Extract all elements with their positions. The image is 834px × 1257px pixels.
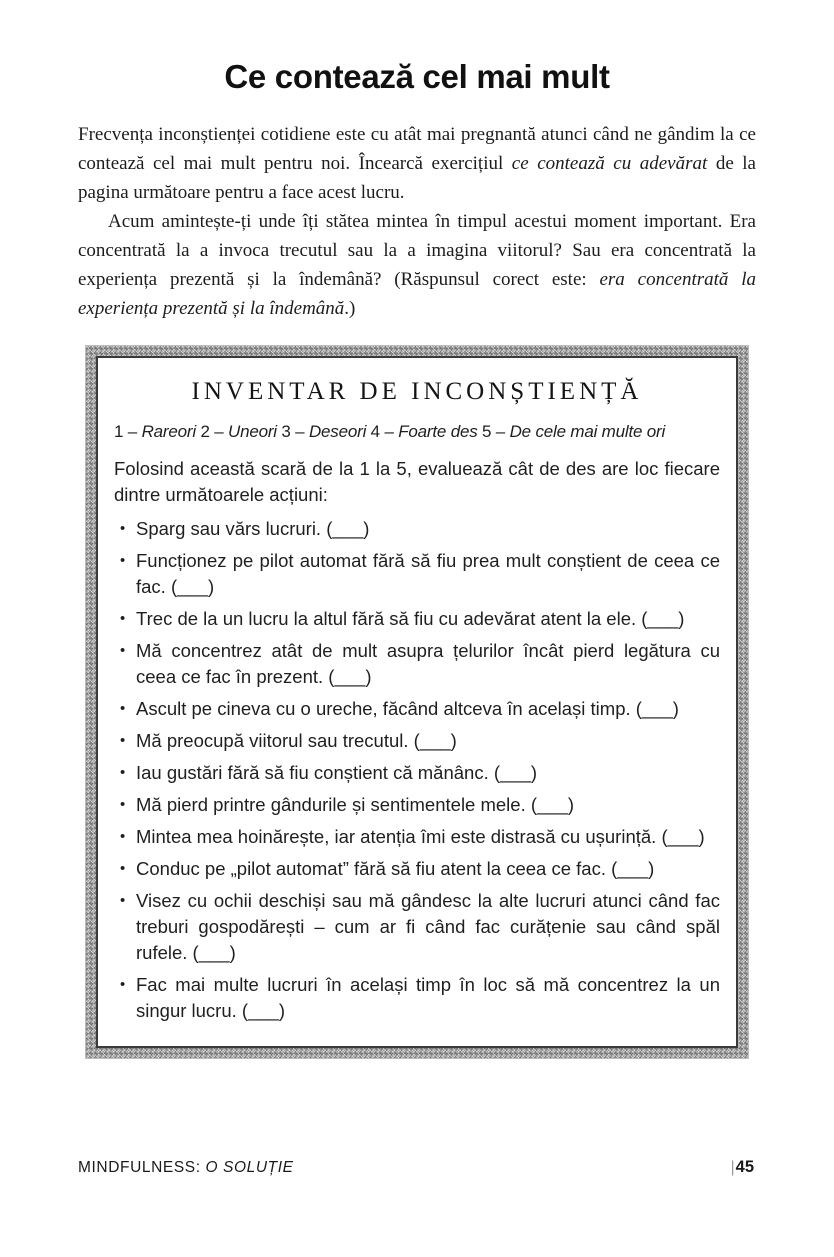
item-text: Funcționez pe pilot automat fără să fiu prea mult conștient de ceea ce fac. (___) bbox=[136, 550, 720, 597]
item-text: Conduc pe „pilot automat” fără să fiu atent la ceea ce fac. (___) bbox=[136, 858, 655, 879]
page-number-separator: | bbox=[730, 1159, 735, 1176]
list-item bbox=[114, 638, 720, 690]
item-text: Ascult pe cineva cu o ureche, făcând altceva în același timp. (___) bbox=[136, 698, 679, 719]
list-item bbox=[114, 792, 720, 818]
bullet-icon: • bbox=[120, 611, 126, 627]
bullet-icon: • bbox=[120, 701, 126, 717]
bullet-icon: • bbox=[120, 521, 126, 537]
list-item bbox=[114, 856, 720, 882]
list-item bbox=[114, 972, 720, 1024]
page-title: Ce contează cel mai mult bbox=[224, 58, 610, 95]
footer bbox=[78, 1158, 754, 1177]
inventory-box-title: INVENTAR DE INCONȘTIENȚĂ bbox=[191, 378, 643, 405]
item-text: Trec de la un lucru la altul fără să fiu cu adevărat atent la ele. (___) bbox=[136, 608, 685, 629]
inventory-list bbox=[114, 516, 720, 1024]
bullet-icon: • bbox=[120, 733, 126, 749]
list-item bbox=[114, 728, 720, 754]
scale-instruction: Folosind această scară de la 1 la 5, evaluează cât de des are loc fiecare dintre următoarele acțiuni: bbox=[114, 458, 720, 505]
book-subtitle-text: O SOLUȚIE bbox=[205, 1159, 294, 1176]
item-text: Mă concentrez atât de mult asupra țelurilor încât pierd legătura cu ceea ce fac în prezent. (___) bbox=[136, 640, 720, 687]
intro-paragraph-1: Frecvența inconștienței cotidiene este cu atât mai pregnantă atunci când ne gândim la ce contează cel mai mult pentru noi. Încearcă exercițiul ce contează cu adevărat de la pagina următoare pentru a face acest lucru. bbox=[78, 124, 756, 203]
list-item bbox=[114, 760, 720, 786]
list-item bbox=[114, 696, 720, 722]
item-text: Mă preocupă viitorul sau trecutul. (___) bbox=[136, 730, 457, 751]
bullet-icon: • bbox=[120, 861, 126, 877]
item-text: Sparg sau vărs lucruri. (___) bbox=[136, 518, 370, 539]
bullet-icon: • bbox=[120, 893, 126, 909]
page-content bbox=[0, 58, 834, 1059]
bullet-icon: • bbox=[120, 765, 126, 781]
intro-section bbox=[78, 120, 756, 323]
bullet-icon: • bbox=[120, 643, 126, 659]
inventory-box bbox=[96, 356, 738, 1048]
page-number-group bbox=[731, 1158, 754, 1177]
bullet-icon: • bbox=[120, 553, 126, 569]
item-text: Visez cu ochii deschiși sau mă gândesc la alte lucruri atunci când fac treburi gospodărești – cum ar fi când fac curățenie sau când spăl rufele. (___) bbox=[136, 890, 720, 963]
list-item bbox=[114, 888, 720, 966]
list-item bbox=[114, 824, 720, 850]
item-text: Iau gustări fără să fiu conștient că mănânc. (___) bbox=[136, 762, 538, 783]
bullet-icon: • bbox=[120, 797, 126, 813]
bullet-icon: • bbox=[120, 977, 126, 993]
item-text: Mintea mea hoinărește, iar atenția îmi este distrasă cu ușurință. (___) bbox=[136, 826, 705, 847]
item-text: Fac mai multe lucruri în același timp în loc să mă concentrez la un singur lucru. (___) bbox=[136, 974, 720, 1021]
list-item bbox=[114, 606, 720, 632]
list-item bbox=[114, 516, 720, 542]
book-title-text: MINDFULNESS: bbox=[78, 1159, 206, 1176]
rating-scale: 1 – Rareori 2 – Uneori 3 – Deseori 4 – Foarte des 5 – De cele mai multe ori bbox=[114, 422, 666, 441]
page-number: 45 bbox=[735, 1158, 754, 1176]
bullet-icon: • bbox=[120, 829, 126, 845]
intro-paragraph-2: Acum amintește-ți unde îți stătea mintea în timpul acestui moment important. Era concentrată la a invoca trecutul sau la a imagina viitorul? Sau era concentrată la experiența prezentă și la îndemână? (Răspunsul corect este: era concentrată la experiența prezentă și la îndemână.) bbox=[78, 211, 756, 319]
inventory-box-frame bbox=[85, 345, 749, 1059]
item-text: Mă pierd printre gândurile și sentimentele mele. (___) bbox=[136, 794, 575, 815]
list-item bbox=[114, 548, 720, 600]
book-title bbox=[78, 1159, 294, 1177]
